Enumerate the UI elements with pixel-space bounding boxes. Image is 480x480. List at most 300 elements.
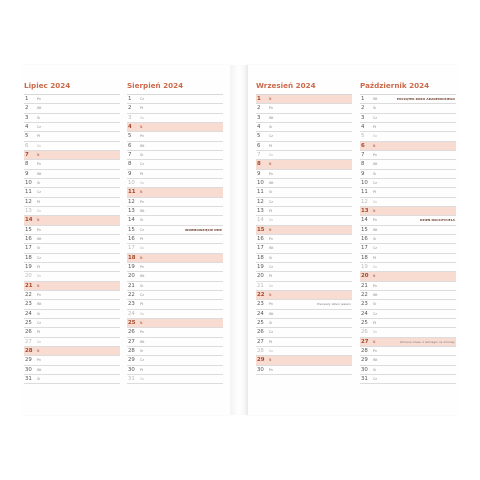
day-number: 6	[128, 142, 132, 149]
day-number: 22	[128, 291, 135, 298]
day-number: 24	[128, 310, 135, 317]
weekday-abbrev: Cz	[373, 115, 377, 120]
weekday-abbrev: Cz	[269, 264, 273, 269]
day-row	[360, 282, 456, 291]
weekday-abbrev: Wt	[37, 367, 42, 372]
day-row	[360, 198, 456, 207]
day-row	[256, 198, 352, 207]
weekday-abbrev: Pn	[140, 134, 144, 139]
weekday-abbrev: So	[269, 283, 273, 288]
weekday-abbrev: Cz	[37, 190, 41, 195]
day-row	[24, 104, 120, 113]
day-row	[256, 366, 352, 375]
weekday-abbrev: Cz	[373, 180, 377, 185]
day-row	[24, 254, 120, 263]
day-row	[24, 123, 120, 132]
day-number: 14	[25, 217, 33, 224]
weekday-abbrev: Wt	[140, 339, 145, 344]
weekday-abbrev: N	[140, 320, 143, 325]
day-row	[256, 310, 352, 319]
weekday-abbrev: Wt	[140, 143, 145, 148]
weekday-abbrev: Śr	[373, 367, 377, 372]
day-row	[256, 356, 352, 365]
weekday-abbrev: So	[373, 134, 377, 139]
day-row	[127, 328, 223, 337]
day-number: 23	[25, 301, 32, 308]
day-number: 4	[361, 123, 365, 130]
day-row	[127, 244, 223, 253]
weekday-abbrev: Pt	[373, 255, 377, 260]
weekday-abbrev: Pt	[37, 330, 41, 335]
weekday-abbrev: Pt	[269, 339, 273, 344]
day-row	[256, 179, 352, 188]
weekday-abbrev: Cz	[373, 246, 377, 251]
day-list	[360, 94, 456, 384]
day-number: 10	[361, 179, 368, 186]
month-column-august	[127, 80, 223, 384]
day-number: 9	[128, 170, 132, 177]
day-number: 21	[257, 282, 264, 289]
day-number: 16	[128, 235, 135, 242]
weekday-abbrev: Pt	[37, 134, 41, 139]
day-row	[24, 235, 120, 244]
day-row	[256, 160, 352, 169]
day-number: 30	[128, 366, 135, 373]
day-row	[256, 151, 352, 160]
day-row	[360, 142, 456, 151]
weekday-abbrev: Pt	[373, 320, 377, 325]
day-number: 12	[361, 198, 368, 205]
day-number: 24	[257, 310, 264, 317]
day-number: 3	[128, 114, 132, 121]
weekday-abbrev: Śr	[140, 152, 144, 157]
weekday-abbrev: N	[373, 208, 376, 213]
weekday-abbrev: N	[140, 190, 143, 195]
day-note: Pierwszy dzień jesieni	[317, 302, 351, 307]
day-row	[127, 170, 223, 179]
month-column-september	[256, 80, 352, 375]
day-number: 31	[361, 375, 368, 382]
day-number: 7	[25, 151, 29, 158]
day-number: 5	[128, 133, 132, 140]
weekday-abbrev: Pt	[269, 208, 273, 213]
day-number: 13	[25, 207, 32, 214]
weekday-abbrev: Cz	[37, 124, 41, 129]
day-row	[256, 319, 352, 328]
day-number: 8	[128, 161, 132, 168]
day-row	[360, 375, 456, 384]
weekday-abbrev: Wt	[37, 171, 42, 176]
day-number: 31	[128, 375, 135, 382]
day-row	[360, 160, 456, 169]
day-number: 30	[361, 366, 368, 373]
day-number: 18	[257, 254, 264, 261]
weekday-abbrev: Wt	[269, 180, 274, 185]
day-number: 1	[25, 96, 29, 102]
day-number: 2	[361, 105, 365, 112]
weekday-abbrev: Śr	[37, 376, 41, 381]
day-row	[127, 151, 223, 160]
weekday-abbrev: So	[269, 218, 273, 223]
weekday-abbrev: Wt	[269, 311, 274, 316]
day-number: 17	[361, 245, 368, 252]
weekday-abbrev: Cz	[140, 227, 144, 232]
day-number: 10	[128, 179, 135, 186]
day-row	[256, 347, 352, 356]
day-number: 5	[361, 133, 365, 140]
day-row	[360, 226, 456, 235]
weekday-abbrev: N	[373, 274, 376, 279]
day-row	[24, 272, 120, 281]
day-row	[256, 95, 352, 104]
day-row	[360, 347, 456, 356]
day-row	[127, 291, 223, 300]
day-row	[360, 123, 456, 132]
day-number: 1	[361, 96, 365, 102]
month-title: Październik 2024	[360, 81, 430, 90]
day-row	[127, 282, 223, 291]
day-number: 19	[257, 263, 264, 270]
day-row	[127, 300, 223, 309]
weekday-abbrev: Pt	[140, 171, 144, 176]
day-row	[127, 347, 223, 356]
weekday-abbrev: Pn	[269, 106, 273, 111]
day-note: DZIEŃ NAUCZYCIELA	[419, 218, 455, 223]
day-number: 20	[361, 273, 369, 280]
weekday-abbrev: Pn	[37, 292, 41, 297]
day-row	[24, 132, 120, 141]
day-row	[24, 216, 120, 225]
weekday-abbrev: So	[140, 180, 144, 185]
weekday-abbrev: Pn	[373, 283, 377, 288]
day-row	[360, 291, 456, 300]
weekday-abbrev: Śr	[269, 320, 273, 325]
weekday-abbrev: Śr	[269, 190, 273, 195]
day-row	[360, 207, 456, 216]
weekday-abbrev: N	[37, 283, 40, 288]
day-row	[256, 188, 352, 197]
day-row	[127, 207, 223, 216]
day-row	[360, 132, 456, 141]
day-row	[256, 263, 352, 272]
day-row	[127, 319, 223, 328]
day-number: 28	[25, 347, 33, 354]
day-number: 22	[257, 291, 265, 298]
weekday-abbrev: So	[373, 264, 377, 269]
day-row	[360, 300, 456, 309]
day-row	[24, 188, 120, 197]
day-number: 11	[25, 189, 32, 196]
day-row	[256, 300, 352, 309]
weekday-abbrev: N	[37, 152, 40, 157]
weekday-abbrev: Cz	[269, 199, 273, 204]
day-number: 21	[361, 282, 368, 289]
weekday-abbrev: Pt	[269, 143, 273, 148]
day-row	[360, 216, 456, 225]
day-row	[256, 244, 352, 253]
day-row	[24, 375, 120, 384]
day-row	[127, 179, 223, 188]
day-number: 8	[257, 161, 261, 168]
day-number: 29	[25, 357, 32, 364]
weekday-abbrev: Pt	[373, 124, 377, 129]
day-row	[127, 235, 223, 244]
weekday-abbrev: Pn	[37, 227, 41, 232]
day-row	[127, 114, 223, 123]
weekday-abbrev: Pn	[269, 236, 273, 241]
weekday-abbrev: N	[373, 143, 376, 148]
day-number: 28	[257, 347, 264, 354]
weekday-abbrev: Wt	[373, 227, 378, 232]
day-row	[256, 338, 352, 347]
day-row	[360, 338, 456, 347]
weekday-abbrev: Pt	[37, 264, 41, 269]
weekday-abbrev: Cz	[140, 97, 144, 101]
day-row	[24, 114, 120, 123]
day-number: 19	[361, 263, 368, 270]
day-number: 24	[361, 310, 368, 317]
weekday-abbrev: Wt	[37, 236, 42, 241]
weekday-abbrev: Pn	[269, 171, 273, 176]
weekday-abbrev: Cz	[37, 255, 41, 260]
day-number: 23	[257, 301, 264, 308]
weekday-abbrev: Pt	[140, 236, 144, 241]
day-number: 23	[128, 301, 135, 308]
day-number: 30	[257, 366, 264, 373]
day-number: 31	[25, 375, 32, 382]
weekday-abbrev: Cz	[269, 330, 273, 335]
weekday-abbrev: Wt	[37, 106, 42, 111]
day-row	[127, 104, 223, 113]
day-number: 12	[128, 198, 135, 205]
day-number: 8	[25, 161, 29, 168]
day-number: 28	[128, 347, 135, 354]
day-row	[24, 95, 120, 104]
weekday-abbrev: Cz	[140, 292, 144, 297]
weekday-abbrev: Pn	[373, 152, 377, 157]
weekday-abbrev: N	[37, 348, 40, 353]
weekday-abbrev: Śr	[37, 180, 41, 185]
day-row	[360, 170, 456, 179]
day-number: 4	[257, 123, 261, 130]
weekday-abbrev: Śr	[373, 236, 377, 241]
day-row	[360, 114, 456, 123]
weekday-abbrev: Śr	[37, 115, 41, 120]
weekday-abbrev: So	[373, 330, 377, 335]
day-row	[256, 328, 352, 337]
day-row	[24, 366, 120, 375]
day-row	[24, 347, 120, 356]
day-row	[127, 310, 223, 319]
weekday-abbrev: Wt	[373, 162, 378, 167]
day-number: 20	[128, 273, 135, 280]
weekday-abbrev: N	[140, 124, 143, 129]
day-row	[24, 151, 120, 160]
month-title: Wrzesień 2024	[256, 81, 316, 90]
day-row	[24, 226, 120, 235]
day-number: 11	[257, 189, 264, 196]
weekday-abbrev: Śr	[373, 302, 377, 307]
day-number: 17	[25, 245, 32, 252]
weekday-abbrev: So	[140, 311, 144, 316]
weekday-abbrev: So	[37, 208, 41, 213]
day-row	[360, 235, 456, 244]
day-number: 9	[257, 170, 261, 177]
day-row	[24, 179, 120, 188]
day-number: 9	[25, 170, 29, 177]
day-row	[360, 188, 456, 197]
day-row	[360, 263, 456, 272]
weekday-abbrev: Wt	[269, 246, 274, 251]
day-row	[360, 104, 456, 113]
day-list	[24, 94, 120, 384]
day-row	[360, 151, 456, 160]
weekday-abbrev: Śr	[269, 255, 273, 260]
weekday-abbrev: Pt	[37, 199, 41, 204]
day-row	[127, 95, 223, 104]
day-number: 20	[25, 273, 32, 280]
day-number: 7	[257, 151, 261, 158]
weekday-abbrev: Śr	[140, 348, 144, 353]
weekday-abbrev: Śr	[37, 246, 41, 251]
day-number: 16	[361, 235, 368, 242]
day-number: 13	[361, 207, 369, 214]
day-row	[360, 254, 456, 263]
day-number: 27	[25, 338, 32, 345]
weekday-abbrev: Pn	[269, 367, 273, 372]
day-row	[127, 254, 223, 263]
weekday-abbrev: N	[140, 255, 143, 260]
day-number: 26	[257, 329, 264, 336]
day-note: POCZĄTEK ROKU AKADEMICKIEGO	[396, 97, 455, 101]
day-row	[256, 104, 352, 113]
day-row	[360, 244, 456, 253]
day-number: 26	[361, 329, 368, 336]
weekday-abbrev: Śr	[37, 311, 41, 316]
weekday-abbrev: Pn	[140, 330, 144, 335]
weekday-abbrev: Wt	[140, 208, 145, 213]
day-number: 16	[25, 235, 32, 242]
weekday-abbrev: Pt	[373, 190, 377, 195]
day-number: 15	[25, 226, 32, 233]
day-row	[24, 244, 120, 253]
weekday-abbrev: Wt	[140, 274, 145, 279]
day-row	[24, 310, 120, 319]
planner-spine	[230, 65, 248, 415]
weekday-abbrev: N	[269, 162, 272, 167]
day-row	[360, 179, 456, 188]
weekday-abbrev: So	[140, 115, 144, 120]
day-row	[360, 356, 456, 365]
weekday-abbrev: So	[140, 376, 144, 381]
weekday-abbrev: So	[373, 199, 377, 204]
weekday-abbrev: Pn	[140, 264, 144, 269]
day-number: 27	[128, 338, 135, 345]
weekday-abbrev: N	[373, 339, 376, 344]
day-row	[256, 235, 352, 244]
day-row	[127, 216, 223, 225]
weekday-abbrev: Pn	[37, 358, 41, 363]
day-number: 17	[257, 245, 264, 252]
day-list	[127, 94, 223, 384]
weekday-abbrev: N	[269, 227, 272, 232]
day-number: 25	[257, 319, 264, 326]
weekday-abbrev: Śr	[269, 124, 273, 129]
day-number: 3	[25, 114, 29, 121]
month-column-july	[24, 80, 120, 384]
weekday-abbrev: So	[37, 274, 41, 279]
day-row	[127, 160, 223, 169]
day-row	[256, 216, 352, 225]
weekday-abbrev: Cz	[373, 311, 377, 316]
day-number: 5	[25, 133, 29, 140]
day-number: 2	[128, 105, 132, 112]
weekday-abbrev: Pt	[140, 106, 144, 111]
day-number: 4	[25, 123, 29, 130]
weekday-abbrev: Pt	[269, 274, 273, 279]
day-row	[127, 123, 223, 132]
day-row	[360, 95, 456, 104]
weekday-abbrev: Pn	[37, 162, 41, 167]
weekday-abbrev: N	[269, 358, 272, 363]
weekday-abbrev: Cz	[269, 134, 273, 139]
day-row	[127, 375, 223, 384]
weekday-abbrev: Śr	[140, 283, 144, 288]
day-row	[360, 272, 456, 281]
day-row	[256, 291, 352, 300]
day-number: 26	[128, 329, 135, 336]
day-number: 19	[128, 263, 135, 270]
day-row	[256, 170, 352, 179]
weekday-abbrev: So	[269, 348, 273, 353]
weekday-abbrev: Śr	[140, 218, 144, 223]
day-number: 9	[361, 170, 365, 177]
day-number: 10	[25, 179, 32, 186]
weekday-abbrev: Pt	[140, 302, 144, 307]
day-row	[256, 132, 352, 141]
weekday-abbrev: Śr	[373, 171, 377, 176]
day-number: 13	[128, 207, 135, 214]
weekday-abbrev: Pn	[373, 348, 377, 353]
weekday-abbrev: Pn	[373, 218, 377, 223]
month-title: Sierpień 2024	[127, 81, 184, 90]
day-number: 10	[257, 179, 264, 186]
weekday-abbrev: Cz	[373, 376, 377, 381]
weekday-abbrev: So	[140, 246, 144, 251]
weekday-abbrev: N	[269, 97, 272, 101]
day-number: 14	[128, 217, 135, 224]
day-row	[127, 338, 223, 347]
day-row	[24, 328, 120, 337]
day-row	[127, 198, 223, 207]
weekday-abbrev: Wt	[269, 115, 274, 120]
day-row	[256, 114, 352, 123]
day-row	[127, 263, 223, 272]
day-row	[24, 338, 120, 347]
day-row	[127, 356, 223, 365]
day-row	[24, 300, 120, 309]
day-number: 18	[25, 254, 32, 261]
day-number: 17	[128, 245, 135, 252]
day-number: 7	[361, 151, 365, 158]
day-row	[24, 291, 120, 300]
day-number: 11	[128, 189, 136, 196]
day-row	[360, 319, 456, 328]
day-number: 14	[361, 217, 368, 224]
day-number: 5	[257, 133, 261, 140]
day-number: 18	[128, 254, 136, 261]
day-number: 26	[25, 329, 32, 336]
